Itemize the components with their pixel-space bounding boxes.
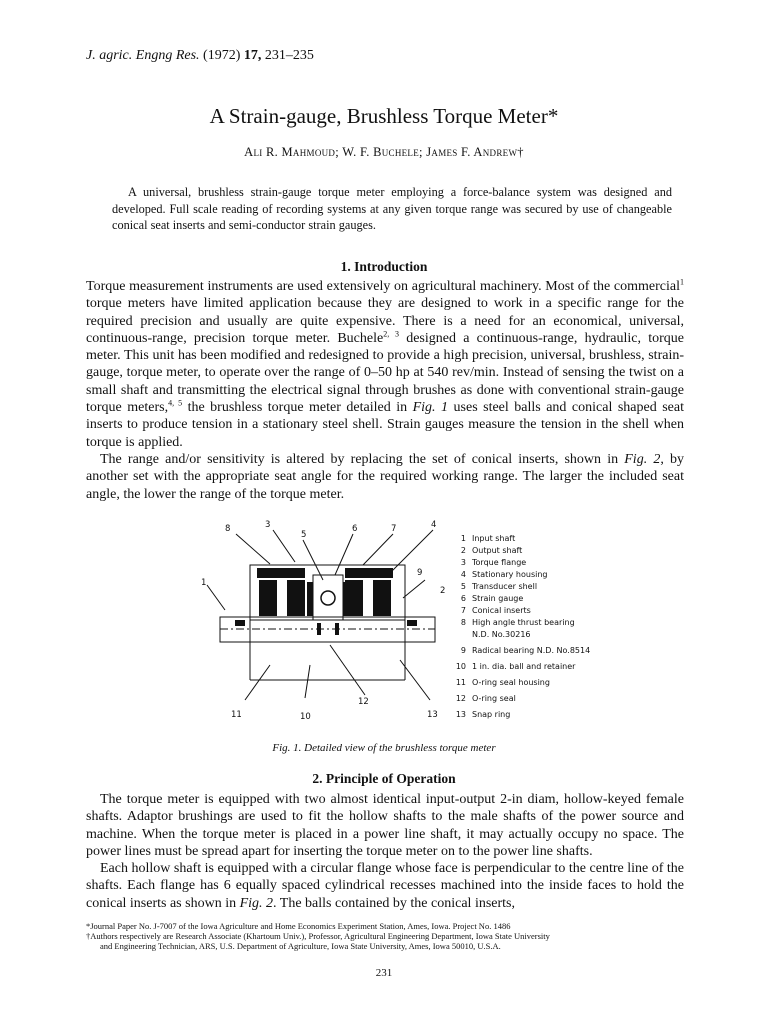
paper-title: A Strain-gauge, Brushless Torque Meter*: [209, 104, 559, 128]
footnotes: [86, 921, 686, 951]
section-2-body: [86, 791, 684, 912]
abstract: A universal, brushless strain-gauge torque meter employing a force-balance system was designed and developed. Full scale reading of recording systems at any given torque range was secured by use of changeable conical seat inserts and semi-conductor strain gauges.: [112, 185, 672, 232]
legend-item: 7 Conical inserts: [460, 606, 531, 615]
journal-pages: 231–235: [264, 48, 314, 63]
legend-item: 2 Output shaft: [460, 546, 523, 555]
callout-12: 12: [358, 697, 369, 707]
principle-paragraph-2: Each hollow shaft is equipped with a circular flange whose face is perpendicular to the centre line of the shafts. Each flange has 6 equally spaced cylindrical recesses machined into the inside faces to hold the conical inserts as shown in Fig. 2. The balls contained by the conical inserts,: [86, 861, 684, 911]
callout-3: 3: [265, 520, 271, 530]
footnote-authors: †Authors respectively are Research Associate (Khartoum Univ.), Professor, Agricultural Engineering Department, Iowa State University: [86, 931, 550, 941]
legend-item: 11 O-ring seal housing: [455, 678, 550, 687]
legend-item: 3 Torque flange: [460, 558, 527, 567]
legend-item: 5 Transducer shell: [460, 582, 538, 591]
callout-6: 6: [352, 524, 358, 534]
torque-meter-cross-section: [195, 520, 455, 735]
journal-year: (1972): [203, 48, 241, 63]
legend-item: 1 Input shaft: [460, 534, 516, 543]
section-1-body: [86, 278, 684, 503]
callout-10: 10: [300, 712, 311, 722]
callout-7: 7: [391, 524, 397, 534]
legend-item: 13 Snap ring: [455, 710, 511, 719]
legend-item: 4 Stationary housing: [460, 570, 548, 579]
figure-reference: Fig. 2: [624, 451, 661, 467]
callout-9: 9: [417, 568, 423, 578]
legend-item: 10 1 in. dia. ball and retainer: [455, 662, 576, 671]
author-list: Ali R. Mahmoud; W. F. Buchele; James F. Andrew†: [244, 145, 524, 159]
callout-1: 1: [201, 578, 207, 588]
legend-item: 12 O-ring seal: [455, 694, 516, 703]
journal-citation: [86, 48, 314, 64]
figure-1-caption: Fig. 1. Detailed view of the brushless torque meter: [272, 742, 496, 754]
intro-paragraph-2: The range and/or sensitivity is altered by replacing the set of conical inserts, shown in Fig. 2, by another set with the appropriate seat angle for the required working range. The larger the included seat angle, the lower the range of the torque meter.: [86, 451, 685, 502]
figure-reference: Fig. 1: [412, 400, 449, 416]
legend-item: 6 Strain gauge: [460, 594, 524, 603]
page-number: 231: [375, 967, 393, 979]
journal-volume: 17,: [243, 48, 262, 63]
section-2-heading: 2. Principle of Operation: [312, 771, 456, 786]
intro-paragraph-1: Torque measurement instruments are used extensively on agricultural machinery. Most of the commercial$^1$ torque meters have limited application because they are designed to work in a specific range for the required precision and usually are quite expensive. There is a need for an economical, universal, continuous-range, precision torque meter. Buchele$^{2, 3}$ designed a continuous-range, hydraulic, torque meter. This unit has been modified and redesigned to provide a high precision, universal, brushless, strain-gauge, torque meter, to operate over the range of 0–50 hp at 540 rev/min. Instead of sensing the twist on a small shaft and transmitting the electrical signal through brushes as done with conventional strain-gauge torque meters,$^{4, 5}$ the brushless torque meter detailed in Fig. 1 uses steel balls and conical shaped seat inserts to produce tension in a stationary steel shell. Strain gauges measure the tension in the shell when torque is applied.: [86, 277, 684, 450]
callout-4: 4: [431, 520, 437, 530]
footnote-journal-paper: *Journal Paper No. J-7007 of the Iowa Agriculture and Home Economics Experiment Station, Ames, Iowa. Project No. 1486: [86, 921, 511, 931]
legend-item: 8 High angle thrust bearing N.D. No.30216: [460, 618, 575, 639]
figure-reference: Fig. 2: [239, 895, 274, 911]
section-1-heading: 1. Introduction: [340, 259, 428, 274]
figure-1-legend: [452, 533, 592, 721]
callout-8: 8: [225, 524, 231, 534]
journal-name: J. agric. Engng Res.: [86, 48, 200, 63]
footnote-authors-continued: and Engineering Technician, ARS, U.S. Department of Agriculture, Iowa State University, Ames, Iowa 50010, U.S.A.: [100, 941, 501, 951]
callout-5: 5: [301, 530, 307, 540]
principle-paragraph-1: The torque meter is equipped with two almost identical input-output 2-in diam, hollow-keyed female shafts. Adaptor brushings are used to fit the hollow shafts to the male shafts of the power source and machine. When the torque meter is placed in a power line shaft, it may actually occupy no space. The power lines must be spread apart for inserting the torque meter on to the power line shafts.: [86, 792, 684, 859]
legend-item: 9 Radical bearing N.D. No.8514: [460, 646, 591, 655]
callout-13: 13: [427, 710, 438, 720]
callout-11: 11: [231, 710, 242, 720]
callout-2: 2: [440, 586, 446, 596]
